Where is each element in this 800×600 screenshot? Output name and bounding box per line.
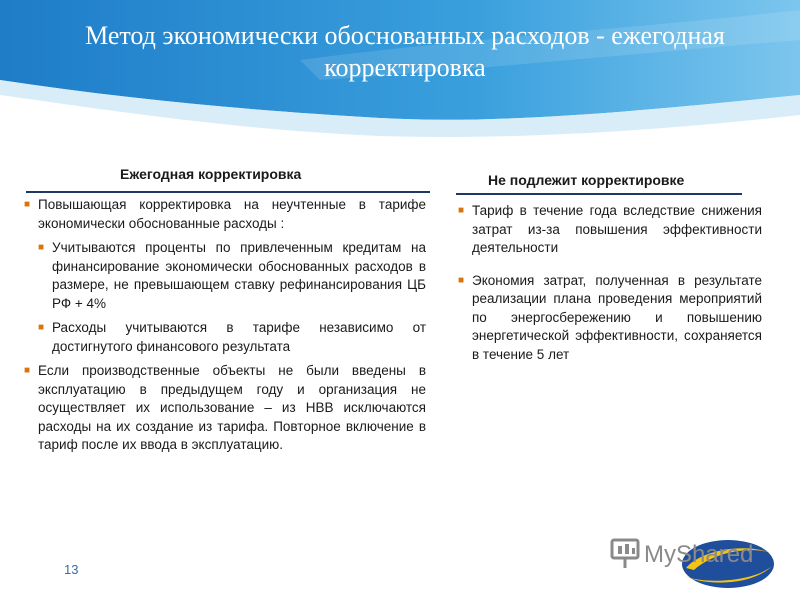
square-bullet-icon: ■ (24, 365, 31, 376)
list-item: ■ Повышающая корректировка на неучтенные в тарифе экономически обоснованные расходы : (24, 197, 426, 231)
left-column (24, 196, 426, 461)
right-column-heading: Не подлежит корректировке (488, 172, 685, 188)
svg-text:MyShared: MyShared (644, 541, 754, 568)
list-item: ■ Тариф в течение года вследствие снижения затрат из-за повышения эффективности деятельности (458, 203, 762, 255)
list-item: ■ Если производственные объекты не были введены в эксплуатацию в предыдущем году и организация не осуществляет их использование – из НВВ исключаются расходы на их создание из тарифа. Повторное включение в тариф после их ввода в эксплуатацию. (24, 363, 426, 452)
page-title: Метод экономически обоснованных расходов - ежегодная корректировка (85, 21, 725, 82)
square-bullet-icon: ■ (38, 322, 45, 333)
square-bullet-icon: ■ (24, 199, 31, 210)
page-number: 13 (64, 562, 79, 577)
square-bullet-icon: ■ (458, 274, 465, 286)
list-item: ■ Экономия затрат, полученная в результате реализации плана проведения мероприятий по энергосбережению и повышению энергетической эффективности, сохраняется в течение 5 лет (458, 272, 762, 362)
square-bullet-icon: ■ (458, 205, 465, 216)
myshared-logo (606, 520, 776, 590)
left-heading-rule (26, 191, 430, 193)
right-column (458, 202, 762, 370)
left-column-heading: Ежегодная корректировка (120, 166, 302, 182)
right-heading-rule (456, 193, 742, 195)
square-bullet-icon: ■ (38, 242, 45, 253)
sub-list-item: ■ Учитываются проценты по привлеченным кредитам на финансирование экономически обоснованных расходов в размере, не превышающем ставку рефинансирования ЦБ РФ + 4% (38, 240, 426, 311)
sub-list-item: ■ Расходы учитываются в тарифе независимо от достигнутого финансового результата (38, 320, 426, 354)
